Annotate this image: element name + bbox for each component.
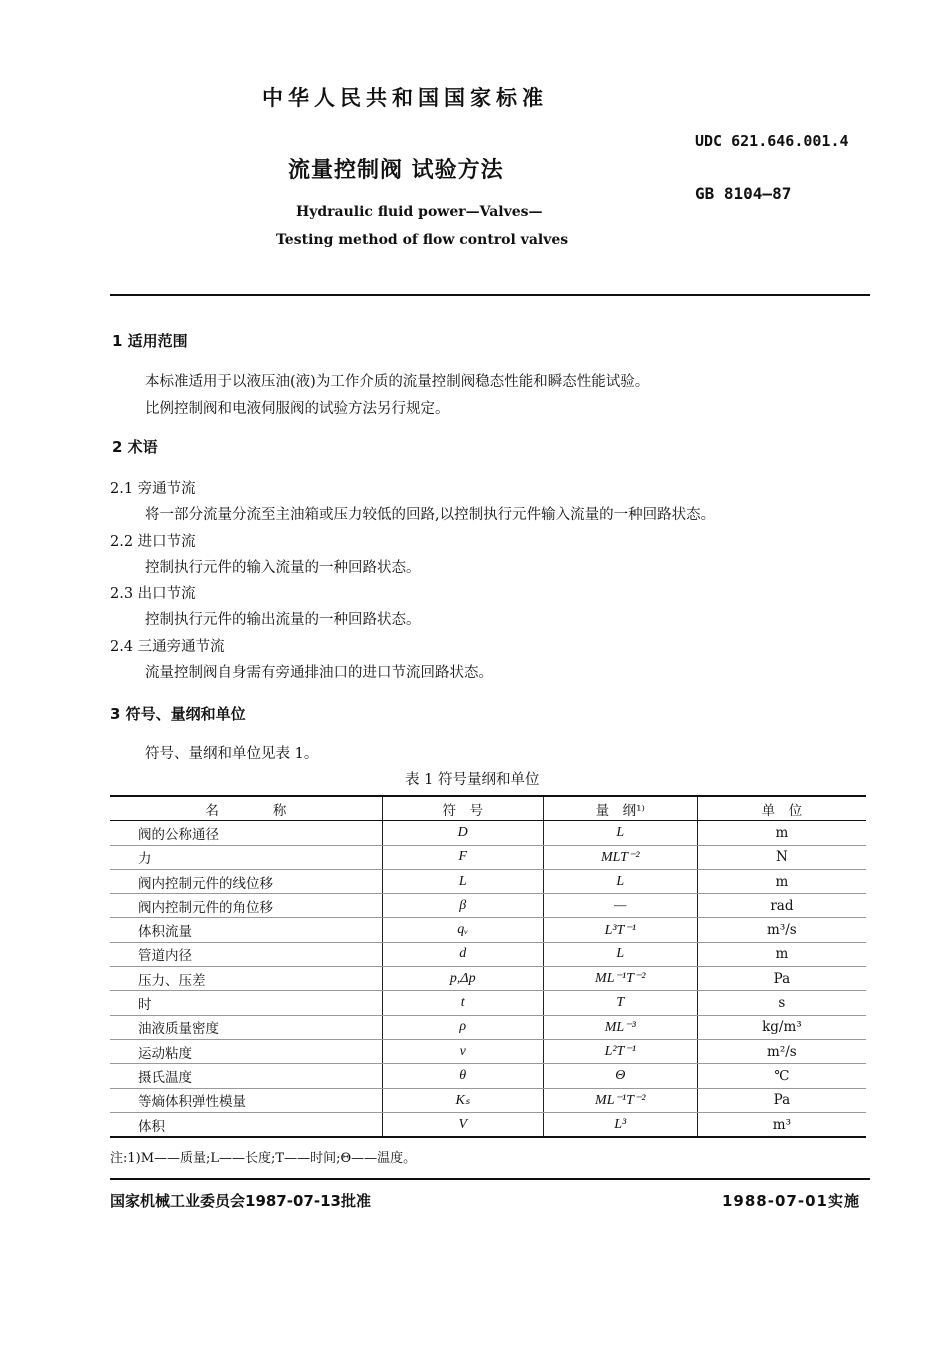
cell-symbol: F bbox=[382, 845, 543, 869]
cell-symbol: L bbox=[382, 869, 543, 893]
title-en-line1: Hydraulic fluid power—Valves— bbox=[296, 204, 543, 220]
table-row bbox=[110, 1039, 866, 1063]
section-2-heading: 2 术语 bbox=[112, 438, 158, 456]
symbols-table bbox=[110, 795, 866, 1138]
table-row bbox=[110, 1088, 866, 1112]
table-row bbox=[110, 991, 866, 1015]
cell-unit: ℃ bbox=[697, 1064, 866, 1088]
section-3-heading: 3 符号、量纲和单位 bbox=[110, 705, 246, 723]
cell-name: 等熵体积弹性模量 bbox=[110, 1088, 382, 1112]
cell-dimension: L³ bbox=[543, 1112, 697, 1137]
cell-unit: m³/s bbox=[697, 918, 866, 942]
cell-dimension: T bbox=[543, 991, 697, 1015]
table-row bbox=[110, 845, 866, 869]
section-2-4-text: 流量控制阀自身需有旁通排油口的进口节流回路状态。 bbox=[145, 665, 493, 681]
cell-name: 阀的公称通径 bbox=[110, 821, 382, 845]
section-2-3-heading: 2.3 出口节流 bbox=[110, 586, 196, 602]
table-row bbox=[110, 1064, 866, 1088]
cell-symbol: ρ bbox=[382, 1015, 543, 1039]
cell-unit: N bbox=[697, 845, 866, 869]
header-symbol: 符 号 bbox=[382, 796, 543, 821]
cell-symbol: β bbox=[382, 894, 543, 918]
header-dimension: 量 纲¹⁾ bbox=[543, 796, 697, 821]
cell-unit: Pa bbox=[697, 1088, 866, 1112]
cell-unit: m³ bbox=[697, 1112, 866, 1137]
cell-unit: m bbox=[697, 821, 866, 845]
cell-unit: m bbox=[697, 869, 866, 893]
section-2-1-text: 将一部分流量分流至主油箱或压力较低的回路,以控制执行元件输入流量的一种回路状态。 bbox=[145, 507, 716, 523]
table-row bbox=[110, 894, 866, 918]
section-2-4-heading: 2.4 三通旁通节流 bbox=[110, 639, 225, 655]
cell-unit: kg/m³ bbox=[697, 1015, 866, 1039]
cell-name: 压力、压差 bbox=[110, 967, 382, 991]
header-name: 名 称 bbox=[110, 796, 382, 821]
section-2-2-heading: 2.2 进口节流 bbox=[110, 534, 196, 550]
table-row bbox=[110, 942, 866, 966]
header-unit: 单 位 bbox=[697, 796, 866, 821]
cell-unit: m²/s bbox=[697, 1039, 866, 1063]
cell-dimension: ML⁻¹T⁻² bbox=[543, 967, 697, 991]
cell-dimension: L bbox=[543, 942, 697, 966]
table-note: 注:1)M——质量;L——长度;T——时间;Θ——温度。 bbox=[110, 1151, 417, 1166]
gb-number: GB 8104—87 bbox=[695, 184, 792, 203]
table-row bbox=[110, 821, 866, 845]
table-header-row bbox=[110, 796, 866, 821]
approval-line: 国家机械工业委员会1987-07-13批准 bbox=[110, 1192, 371, 1210]
udc-code: UDC 621.646.001.4 bbox=[695, 132, 849, 150]
cell-dimension: L²T⁻¹ bbox=[543, 1039, 697, 1063]
cell-dimension: MLT⁻² bbox=[543, 845, 697, 869]
implementation-date: 1988-07-01实施 bbox=[722, 1192, 860, 1210]
cell-symbol: V bbox=[382, 1112, 543, 1137]
table-row bbox=[110, 869, 866, 893]
header-divider bbox=[110, 294, 870, 296]
cell-unit: m bbox=[697, 942, 866, 966]
cell-name: 力 bbox=[110, 845, 382, 869]
cell-dimension: L bbox=[543, 821, 697, 845]
cell-symbol: ν bbox=[382, 1039, 543, 1063]
cell-name: 时 bbox=[110, 991, 382, 1015]
cell-name: 管道内径 bbox=[110, 942, 382, 966]
table-caption: 表 1 符号量纲和单位 bbox=[405, 772, 540, 788]
cell-symbol: D bbox=[382, 821, 543, 845]
cell-symbol: d bbox=[382, 942, 543, 966]
cell-dimension: ML⁻¹T⁻² bbox=[543, 1088, 697, 1112]
cell-name: 阀内控制元件的线位移 bbox=[110, 869, 382, 893]
footer-divider bbox=[110, 1178, 870, 1180]
cell-symbol: t bbox=[382, 991, 543, 1015]
standard-title: 中华人民共和国国家标准 bbox=[262, 86, 548, 110]
cell-symbol: θ bbox=[382, 1064, 543, 1088]
cell-dimension: — bbox=[543, 894, 697, 918]
cell-name: 运动粘度 bbox=[110, 1039, 382, 1063]
section-2-1-heading: 2.1 旁通节流 bbox=[110, 481, 196, 497]
cell-dimension: L bbox=[543, 869, 697, 893]
table-row bbox=[110, 918, 866, 942]
section-2-2-text: 控制执行元件的输入流量的一种回路状态。 bbox=[145, 560, 421, 576]
document-title: 流量控制阀 试验方法 bbox=[288, 158, 504, 183]
cell-unit: s bbox=[697, 991, 866, 1015]
cell-name: 阀内控制元件的角位移 bbox=[110, 894, 382, 918]
cell-dimension: ML⁻³ bbox=[543, 1015, 697, 1039]
cell-symbol: Kₛ bbox=[382, 1088, 543, 1112]
table-row bbox=[110, 1112, 866, 1137]
cell-unit: Pa bbox=[697, 967, 866, 991]
section-1-paragraph-2: 比例控制阀和电液伺服阀的试验方法另行规定。 bbox=[145, 401, 450, 417]
cell-name: 摄氏温度 bbox=[110, 1064, 382, 1088]
section-1-heading: 1 适用范围 bbox=[112, 332, 188, 350]
cell-dimension: Θ bbox=[543, 1064, 697, 1088]
table-row bbox=[110, 967, 866, 991]
cell-dimension: L³T⁻¹ bbox=[543, 918, 697, 942]
title-en-line2: Testing method of flow control valves bbox=[276, 232, 569, 248]
section-3-text: 符号、量纲和单位见表 1。 bbox=[145, 746, 319, 762]
section-2-3-text: 控制执行元件的输出流量的一种回路状态。 bbox=[145, 612, 421, 628]
section-1-paragraph-1: 本标准适用于以液压油(液)为工作介质的流量控制阀稳态性能和瞬态性能试验。 bbox=[145, 374, 650, 390]
cell-symbol: p,Δp bbox=[382, 967, 543, 991]
cell-unit: rad bbox=[697, 894, 866, 918]
cell-name: 体积 bbox=[110, 1112, 382, 1137]
cell-name: 油液质量密度 bbox=[110, 1015, 382, 1039]
cell-symbol: qᵥ bbox=[382, 918, 543, 942]
cell-name: 体积流量 bbox=[110, 918, 382, 942]
table-row bbox=[110, 1015, 866, 1039]
